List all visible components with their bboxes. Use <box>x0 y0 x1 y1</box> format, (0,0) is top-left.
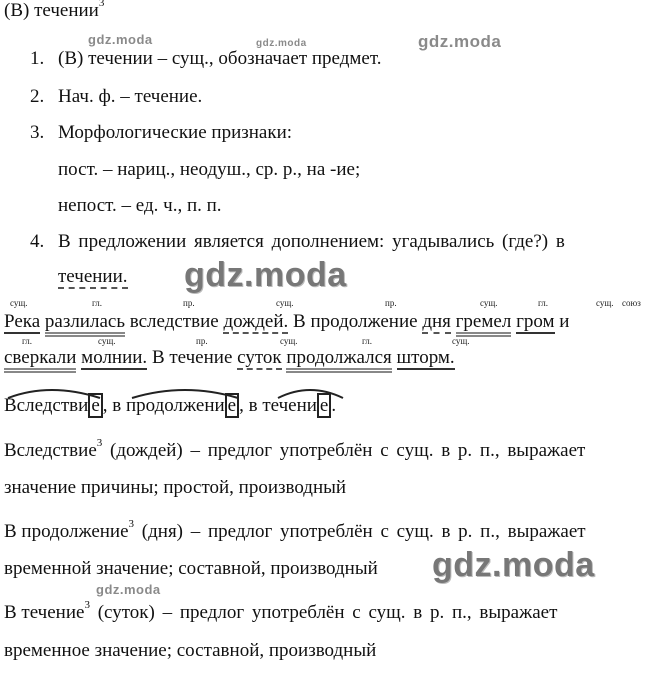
pos-tag: сущ. <box>452 336 470 346</box>
list-item: 4. В предложении является дополнением: угадывались (где?) в <box>30 231 565 252</box>
pos-tag: сущ. <box>98 336 116 346</box>
pos-tag: сущ. <box>596 298 614 308</box>
list-item: 3. Морфологические признаки: <box>30 122 293 143</box>
pos-tag: союз <box>622 298 641 308</box>
watermark: gdz.moda <box>96 582 161 597</box>
pos-tag: гл. <box>362 336 372 346</box>
pos-tag: сущ. <box>276 298 294 308</box>
pos-tag: пр. <box>196 336 208 346</box>
pos-tag: пр. <box>183 298 195 308</box>
section-header: (В) течении$^3$ <box>4 0 105 21</box>
root-arc <box>278 390 343 398</box>
list-item: течении. <box>58 266 128 287</box>
paragraph: Вследствие$^3$ (дождей) – предлог употреблён с сущ. в р. п., выражает <box>4 437 586 461</box>
root-arc <box>132 390 238 398</box>
morpheme-scheme: Вследстви е , в продолжени е , в течени е . <box>4 395 337 416</box>
list-item: 2. Нач. ф. – течение. <box>30 86 203 107</box>
pos-tag: пр. <box>385 298 397 308</box>
watermark: gdz.moda <box>184 256 347 294</box>
root-arcs <box>0 380 646 400</box>
paragraph: В течение$^3$ (суток) – предлог употреблён с сущ. в р. п., выражает <box>4 599 558 623</box>
list-item: пост. – нариц., неодуш., ср. р., на -ие; <box>58 159 361 180</box>
pos-tag: сущ. <box>480 298 498 308</box>
paragraph-line: временное значение; составной, производный <box>4 640 377 661</box>
list-item: 1. (В) течении – сущ., обозначает предмет. <box>30 48 382 69</box>
root-arc <box>8 390 100 398</box>
pos-tag: гл. <box>538 298 548 308</box>
watermark: gdz.moda <box>432 546 595 584</box>
watermark: gdz.moda <box>88 32 153 47</box>
pos-tag: сущ. <box>280 336 298 346</box>
sentence-line-1: Река разлилась вследствие дождей. В продолжение дня гремел гром и <box>4 311 569 333</box>
paragraph-line: значение причины; простой, производный <box>4 477 347 498</box>
watermark: gdz.moda <box>256 38 307 49</box>
paragraph-line: временной значение; составной, производный <box>4 558 378 579</box>
sentence-line-2: сверкали молнии. В течение суток продолжался шторм. <box>4 347 455 369</box>
pos-tag: гл. <box>22 336 32 346</box>
list-item: непост. – ед. ч., п. п. <box>58 195 222 216</box>
watermark: gdz.moda <box>418 32 502 51</box>
pos-tag: сущ. <box>10 298 28 308</box>
pos-tag: гл. <box>92 298 102 308</box>
paragraph: В продолжение$^3$ (дня) – предлог употреблён с сущ. в р. п., выражает <box>4 518 586 542</box>
